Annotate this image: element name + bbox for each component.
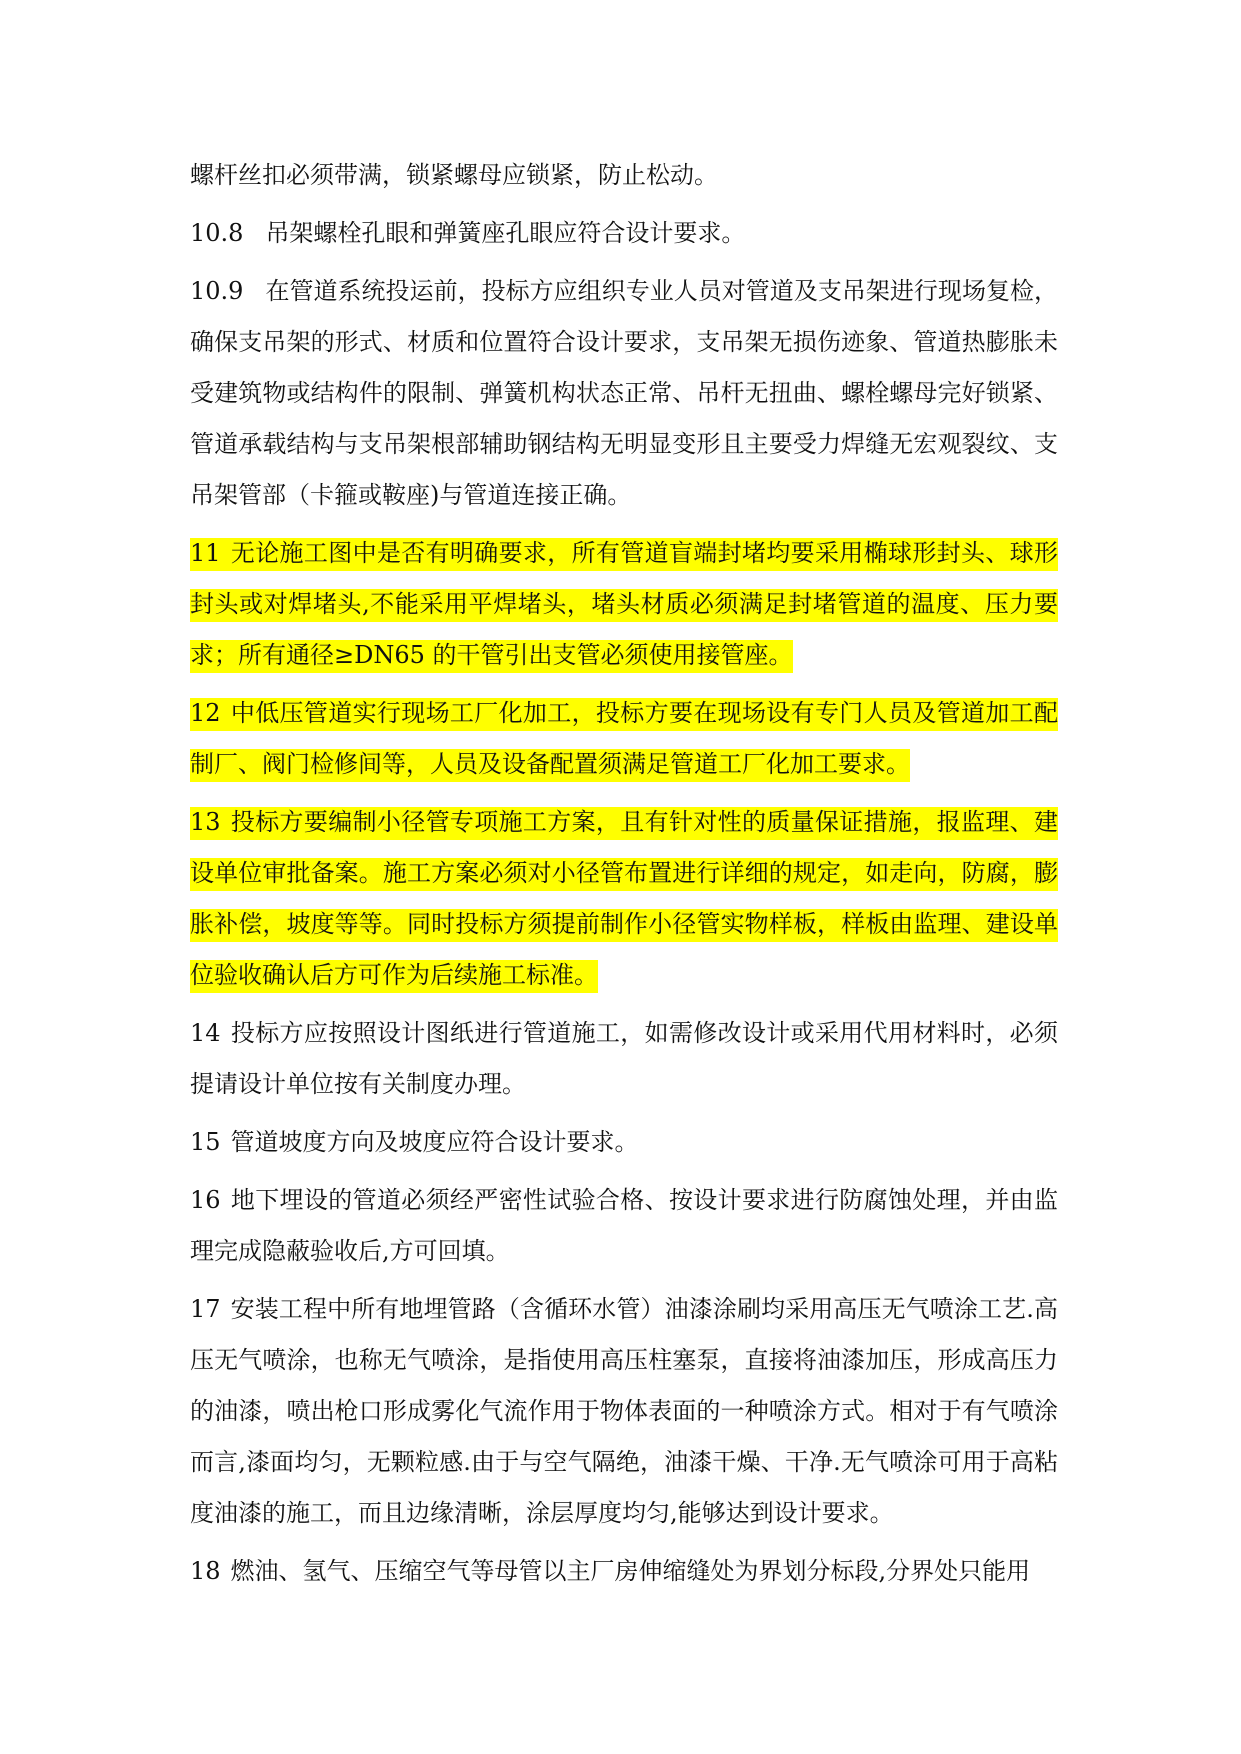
section-number: 11: [190, 539, 221, 567]
document-page: [190, 150, 1058, 1604]
paragraph-16: [190, 1175, 1058, 1277]
paragraph-text-highlighted: 无论施工图中是否有明确要求，所有管道盲端封堵均要采用椭球形封头、球形封头或对焊堵头,不能采用平焊堵头，堵头材质必须满足封堵管道的温度、压力要求；所有通径≥DN65 的干管引出支管必须使用接管座。: [190, 539, 1058, 669]
section-number: 13: [190, 808, 221, 836]
paragraph-text: 管道坡度方向及坡度应符合设计要求。: [230, 1128, 639, 1156]
paragraph-18: [190, 1546, 1058, 1597]
paragraph-text: 在管道系统投运前，投标方应组织专业人员对管道及支吊架进行现场复检，确保支吊架的形式、材质和位置符合设计要求，支吊架无损伤迹象、管道热膨胀未受建筑物或结构件的限制、弹簧机构状态正常、吊杆无扭曲、螺栓螺母完好锁紧、管道承载结构与支吊架根部辅助钢结构无明显变形且主要受力焊缝无宏观裂纹、支吊架管部（卡箍或鞍座)与管道连接正确。: [190, 277, 1058, 509]
paragraph-text: 投标方应按照设计图纸进行管道施工，如需修改设计或采用代用材料时，必须提请设计单位按有关制度办理。: [190, 1019, 1058, 1098]
paragraph-17: [190, 1284, 1058, 1539]
paragraph-10-7-cont: [190, 150, 1058, 201]
section-number: 15: [190, 1128, 221, 1156]
paragraph-text-highlighted: 中低压管道实行现场工厂化加工，投标方要在现场设有专门人员及管道加工配制厂、阀门检修间等，人员及设备配置须满足管道工厂化加工要求。: [190, 699, 1058, 778]
section-number: 12: [190, 699, 221, 727]
section-number: 17: [190, 1295, 221, 1323]
paragraph-12: [190, 688, 1058, 790]
section-number: 10.8: [190, 219, 244, 247]
paragraph-13: [190, 797, 1058, 1001]
paragraph-text: 安装工程中所有地埋管路（含循环水管）油漆涂刷均采用高压无气喷涂工艺.高压无气喷涂，也称无气喷涂，是指使用高压柱塞泵，直接将油漆加压，形成高压力的油漆，喷出枪口形成雾化气流作用于物体表面的一种喷涂方式。相对于有气喷涂而言,漆面均匀，无颗粒感.由于与空气隔绝，油漆干燥、干净.无气喷涂可用于高粘度油漆的施工，而且边缘清晰，涂层厚度均匀,能够达到设计要求。: [190, 1295, 1058, 1527]
paragraph-text: 螺杆丝扣必须带满，锁紧螺母应锁紧，防止松动。: [190, 161, 718, 189]
section-number: 16: [190, 1186, 221, 1214]
paragraph-text-highlighted: 投标方要编制小径管专项施工方案，且有针对性的质量保证措施，报监理、建设单位审批备案。施工方案必须对小径管布置进行详细的规定，如走向，防腐，膨胀补偿，坡度等等。同时投标方须提前制作小径管实物样板，样板由监理、建设单位验收确认后方可作为后续施工标准。: [190, 808, 1058, 989]
paragraph-text: 燃油、氢气、压缩空气等母管以主厂房伸缩缝处为界划分标段,分界处只能用: [230, 1557, 1031, 1585]
paragraph-text: 吊架螺栓孔眼和弹簧座孔眼应符合设计要求。: [265, 219, 746, 247]
section-number: 10.9: [190, 277, 244, 305]
section-number: 18: [190, 1557, 221, 1585]
paragraph-10-9: [190, 266, 1058, 521]
paragraph-14: [190, 1008, 1058, 1110]
paragraph-10-8: [190, 208, 1058, 259]
section-number: 14: [190, 1019, 221, 1047]
paragraph-15: [190, 1117, 1058, 1168]
paragraph-text: 地下埋设的管道必须经严密性试验合格、按设计要求进行防腐蚀处理，并由监理完成隐蔽验收后,方可回填。: [190, 1186, 1058, 1265]
paragraph-11: [190, 528, 1058, 681]
